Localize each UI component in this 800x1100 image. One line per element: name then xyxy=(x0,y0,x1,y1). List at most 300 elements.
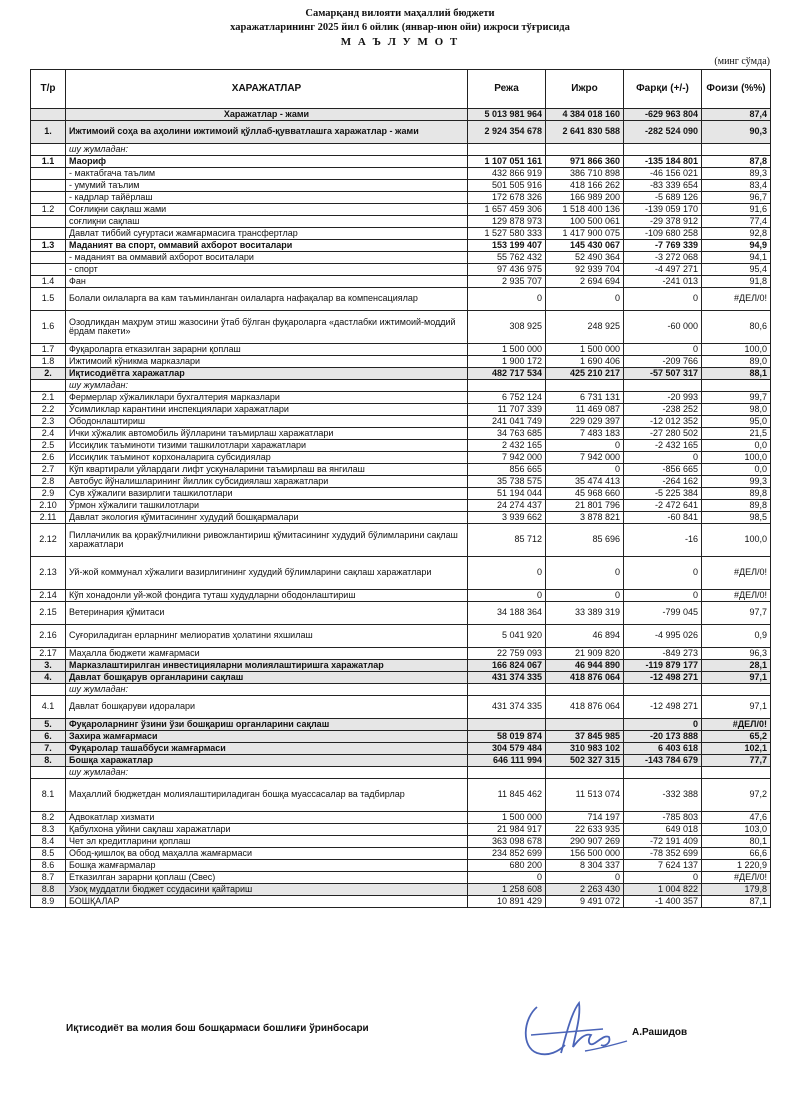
row-number-cell: 8. xyxy=(31,755,66,767)
row-number-cell: 2.9 xyxy=(31,488,66,500)
row-percent-cell: 96,3 xyxy=(702,648,771,660)
row-expense-name-cell: шу жумладан: xyxy=(66,767,468,779)
row-number-cell: 8.7 xyxy=(31,872,66,884)
table-row xyxy=(31,836,771,848)
row-actual-cell: 35 474 413 xyxy=(546,476,624,488)
row-actual-cell: 1 500 000 xyxy=(546,344,624,356)
row-percent-cell: 80,6 xyxy=(702,311,771,344)
row-difference-cell: -119 879 177 xyxy=(624,660,702,672)
row-actual-cell: 21 801 796 xyxy=(546,500,624,512)
footer-position-title: Иқтисодиёт ва молия бош бошқармаси бошлиғи ўринбосари xyxy=(66,1023,369,1034)
row-number-cell xyxy=(31,109,66,121)
row-plan-cell: 3 939 662 xyxy=(468,512,546,524)
row-expense-name-cell: - кадрлар тайёрлаш xyxy=(66,192,468,204)
row-expense-name-cell: Кўп хонадонли уй-жой фондига туташ худудларни ободонлаштириш xyxy=(66,590,468,602)
table-row xyxy=(31,144,771,156)
row-actual-cell: 971 866 360 xyxy=(546,156,624,168)
row-difference-cell xyxy=(624,767,702,779)
row-percent-cell: 95,4 xyxy=(702,264,771,276)
table-row xyxy=(31,512,771,524)
row-actual-cell: 45 968 660 xyxy=(546,488,624,500)
row-difference-cell: -78 352 699 xyxy=(624,848,702,860)
row-percent-cell: 94,1 xyxy=(702,252,771,264)
row-actual-cell: 156 500 000 xyxy=(546,848,624,860)
row-expense-name-cell: Етказилган зарарни қоплаш (Свес) xyxy=(66,872,468,884)
table-row xyxy=(31,476,771,488)
row-plan-cell: 1 527 580 333 xyxy=(468,228,546,240)
row-expense-name-cell: Иссиқлик таъминоти тизими ташкилотлари харажатлари xyxy=(66,440,468,452)
table-row xyxy=(31,276,771,288)
row-number-cell: 4. xyxy=(31,672,66,684)
row-expense-name-cell: Обод-қишлоқ ва обод маҳалла жамғармаси xyxy=(66,848,468,860)
row-difference-cell xyxy=(624,380,702,392)
row-actual-cell: 7 942 000 xyxy=(546,452,624,464)
table-row xyxy=(31,660,771,672)
row-expense-name-cell: БОШҚАЛАР xyxy=(66,896,468,908)
row-plan-cell: 1 500 000 xyxy=(468,812,546,824)
row-actual-cell: 290 907 269 xyxy=(546,836,624,848)
row-plan-cell: 24 274 437 xyxy=(468,500,546,512)
row-number-cell: 2.4 xyxy=(31,428,66,440)
column-header-plan: Режа xyxy=(468,70,546,109)
row-difference-cell: -238 252 xyxy=(624,404,702,416)
row-difference-cell xyxy=(624,144,702,156)
row-percent-cell: 87,1 xyxy=(702,896,771,908)
table-row xyxy=(31,440,771,452)
row-difference-cell: -12 012 352 xyxy=(624,416,702,428)
row-difference-cell: -46 156 021 xyxy=(624,168,702,180)
row-percent-cell: 97,2 xyxy=(702,779,771,812)
row-plan-cell: 129 878 973 xyxy=(468,216,546,228)
row-actual-cell: 1 417 900 075 xyxy=(546,228,624,240)
row-difference-cell: -5 689 126 xyxy=(624,192,702,204)
row-actual-cell: 85 696 xyxy=(546,524,624,557)
row-difference-cell: -264 162 xyxy=(624,476,702,488)
row-actual-cell: 100 500 061 xyxy=(546,216,624,228)
row-expense-name-cell: шу жумладан: xyxy=(66,380,468,392)
row-plan-cell: 55 762 432 xyxy=(468,252,546,264)
row-difference-cell: -241 013 xyxy=(624,276,702,288)
row-expense-name-cell: Давлат бошқаруви идоралари xyxy=(66,696,468,719)
table-row xyxy=(31,368,771,380)
row-difference-cell: -282 524 090 xyxy=(624,121,702,144)
row-plan-cell: 482 717 534 xyxy=(468,368,546,380)
row-plan-cell: 5 041 920 xyxy=(468,625,546,648)
row-percent-cell: 102,1 xyxy=(702,743,771,755)
row-number-cell: 1.5 xyxy=(31,288,66,311)
row-expense-name-cell: шу жумладан: xyxy=(66,684,468,696)
table-row xyxy=(31,848,771,860)
row-percent-cell: 0,0 xyxy=(702,464,771,476)
row-difference-cell: -27 280 502 xyxy=(624,428,702,440)
row-plan-cell: 1 107 051 161 xyxy=(468,156,546,168)
row-plan-cell: 0 xyxy=(468,590,546,602)
row-number-cell: 3. xyxy=(31,660,66,672)
row-number-cell: 7. xyxy=(31,743,66,755)
row-difference-cell: -1 400 357 xyxy=(624,896,702,908)
row-actual-cell: 2 694 694 xyxy=(546,276,624,288)
row-percent-cell: 21,5 xyxy=(702,428,771,440)
row-actual-cell: 11 513 074 xyxy=(546,779,624,812)
row-number-cell: 1.6 xyxy=(31,311,66,344)
table-row xyxy=(31,192,771,204)
footer-signer-name: А.Рашидов xyxy=(632,1027,688,1038)
table-row xyxy=(31,392,771,404)
table-row xyxy=(31,428,771,440)
row-percent-cell: 100,0 xyxy=(702,452,771,464)
row-expense-name-cell: Маҳалла бюджети жамғармаси xyxy=(66,648,468,660)
row-actual-cell: 310 983 102 xyxy=(546,743,624,755)
row-plan-cell: 35 738 575 xyxy=(468,476,546,488)
row-difference-cell: 0 xyxy=(624,557,702,590)
row-plan-cell: 1 657 459 306 xyxy=(468,204,546,216)
table-row xyxy=(31,156,771,168)
row-plan-cell: 241 041 749 xyxy=(468,416,546,428)
table-row xyxy=(31,731,771,743)
row-number-cell xyxy=(31,192,66,204)
column-header-number: Т/р xyxy=(31,70,66,109)
row-actual-cell xyxy=(546,767,624,779)
row-percent-cell xyxy=(702,767,771,779)
row-difference-cell: -12 498 271 xyxy=(624,672,702,684)
row-number-cell: 2.6 xyxy=(31,452,66,464)
row-plan-cell: 11 707 339 xyxy=(468,404,546,416)
table-row xyxy=(31,743,771,755)
row-percent-cell: 89,3 xyxy=(702,168,771,180)
row-difference-cell xyxy=(624,684,702,696)
row-plan-cell: 0 xyxy=(468,872,546,884)
row-plan-cell: 308 925 xyxy=(468,311,546,344)
row-actual-cell: 1 518 400 136 xyxy=(546,204,624,216)
row-percent-cell: 87,4 xyxy=(702,109,771,121)
row-plan-cell: 97 436 975 xyxy=(468,264,546,276)
row-plan-cell: 2 935 707 xyxy=(468,276,546,288)
row-plan-cell: 680 200 xyxy=(468,860,546,872)
signature-image xyxy=(515,995,635,1065)
row-difference-cell: 6 403 618 xyxy=(624,743,702,755)
row-percent-cell xyxy=(702,684,771,696)
row-actual-cell: 92 939 704 xyxy=(546,264,624,276)
row-percent-cell: 98,5 xyxy=(702,512,771,524)
table-row xyxy=(31,452,771,464)
row-actual-cell: 2 641 830 588 xyxy=(546,121,624,144)
row-actual-cell: 22 633 935 xyxy=(546,824,624,836)
row-number-cell: 2.17 xyxy=(31,648,66,660)
row-expense-name-cell: Фуқаролар ташаббуси жамғармаси xyxy=(66,743,468,755)
row-actual-cell: 0 xyxy=(546,440,624,452)
row-actual-cell: 425 210 217 xyxy=(546,368,624,380)
table-row xyxy=(31,524,771,557)
row-percent-cell: #ДЕЛ/0! xyxy=(702,590,771,602)
row-number-cell xyxy=(31,380,66,392)
row-difference-cell: -2 472 641 xyxy=(624,500,702,512)
row-plan-cell: 7 942 000 xyxy=(468,452,546,464)
row-expense-name-cell: Давлат тиббий суғуртаси жамғармасига трансфертлар xyxy=(66,228,468,240)
table-row xyxy=(31,356,771,368)
row-plan-cell: 34 763 685 xyxy=(468,428,546,440)
row-expense-name-cell: Болали оилаларга ва кам таъминланган оилаларга нафақалар ва компенсациялар xyxy=(66,288,468,311)
table-row xyxy=(31,812,771,824)
row-plan-cell xyxy=(468,719,546,731)
row-expense-name-cell: соғлиқни сақлаш xyxy=(66,216,468,228)
column-header-percent: Фоизи (%%) xyxy=(702,70,771,109)
table-row xyxy=(31,602,771,625)
row-percent-cell: 100,0 xyxy=(702,344,771,356)
row-actual-cell: 46 894 xyxy=(546,625,624,648)
row-number-cell xyxy=(31,767,66,779)
row-plan-cell: 304 579 484 xyxy=(468,743,546,755)
row-difference-cell: -72 191 409 xyxy=(624,836,702,848)
row-plan-cell xyxy=(468,767,546,779)
row-plan-cell: 1 258 608 xyxy=(468,884,546,896)
document-title-line2: харажатларининг 2025 йил 6 ойлик (январ-июн ойи) ижроси тўғрисида xyxy=(230,22,570,33)
row-number-cell: 2. xyxy=(31,368,66,380)
row-number-cell: 2.13 xyxy=(31,557,66,590)
row-number-cell: 8.4 xyxy=(31,836,66,848)
row-expense-name-cell: Маориф xyxy=(66,156,468,168)
row-number-cell xyxy=(31,264,66,276)
row-expense-name-cell: Адвокатлар хизмати xyxy=(66,812,468,824)
row-actual-cell xyxy=(546,684,624,696)
row-expense-name-cell: Захира жамғармаси xyxy=(66,731,468,743)
row-expense-name-cell: Маданият ва спорт, оммавий ахборот воситалари xyxy=(66,240,468,252)
row-plan-cell xyxy=(468,144,546,156)
row-number-cell: 2.8 xyxy=(31,476,66,488)
row-number-cell: 5. xyxy=(31,719,66,731)
row-difference-cell: -3 272 068 xyxy=(624,252,702,264)
row-number-cell xyxy=(31,252,66,264)
row-number-cell: 8.5 xyxy=(31,848,66,860)
row-difference-cell: -5 225 384 xyxy=(624,488,702,500)
row-number-cell: 1.7 xyxy=(31,344,66,356)
row-percent-cell: 97,1 xyxy=(702,696,771,719)
row-plan-cell: 0 xyxy=(468,557,546,590)
row-difference-cell: 7 624 137 xyxy=(624,860,702,872)
row-difference-cell: 0 xyxy=(624,719,702,731)
row-number-cell: 2.11 xyxy=(31,512,66,524)
row-expense-name-cell: Ўсимликлар карантини инспекциялари харажатлари xyxy=(66,404,468,416)
row-number-cell xyxy=(31,216,66,228)
row-number-cell: 6. xyxy=(31,731,66,743)
row-number-cell: 4.1 xyxy=(31,696,66,719)
row-expense-name-cell: Узоқ муддатли бюджет ссудасини қайтариш xyxy=(66,884,468,896)
row-percent-cell: 97,1 xyxy=(702,672,771,684)
row-actual-cell: 21 909 820 xyxy=(546,648,624,660)
table-row xyxy=(31,719,771,731)
row-plan-cell: 646 111 994 xyxy=(468,755,546,767)
table-row xyxy=(31,672,771,684)
row-number-cell: 2.2 xyxy=(31,404,66,416)
row-plan-cell: 363 098 678 xyxy=(468,836,546,848)
row-actual-cell: 2 263 430 xyxy=(546,884,624,896)
row-plan-cell: 11 845 462 xyxy=(468,779,546,812)
row-plan-cell: 2 924 354 678 xyxy=(468,121,546,144)
table-row xyxy=(31,216,771,228)
row-expense-name-cell: - спорт xyxy=(66,264,468,276)
row-actual-cell: 386 710 898 xyxy=(546,168,624,180)
row-expense-name-cell: Бошқа жамғармалар xyxy=(66,860,468,872)
row-number-cell: 8.1 xyxy=(31,779,66,812)
row-percent-cell: 90,3 xyxy=(702,121,771,144)
row-percent-cell: 28,1 xyxy=(702,660,771,672)
table-row xyxy=(31,824,771,836)
table-row xyxy=(31,404,771,416)
expenses-table xyxy=(30,69,771,908)
row-number-cell xyxy=(31,180,66,192)
row-actual-cell: 46 944 890 xyxy=(546,660,624,672)
table-row xyxy=(31,696,771,719)
row-number-cell: 1.2 xyxy=(31,204,66,216)
row-number-cell: 2.15 xyxy=(31,602,66,625)
row-actual-cell: 248 925 xyxy=(546,311,624,344)
row-actual-cell: 0 xyxy=(546,590,624,602)
row-plan-cell: 432 866 919 xyxy=(468,168,546,180)
document-title-main: М А Ъ Л У М О Т xyxy=(340,36,460,48)
row-percent-cell: 87,8 xyxy=(702,156,771,168)
row-plan-cell: 5 013 981 964 xyxy=(468,109,546,121)
row-difference-cell: -20 993 xyxy=(624,392,702,404)
row-percent-cell: 0,0 xyxy=(702,440,771,452)
table-row xyxy=(31,557,771,590)
row-percent-cell: 77,7 xyxy=(702,755,771,767)
row-actual-cell: 9 491 072 xyxy=(546,896,624,908)
row-plan-cell: 58 019 874 xyxy=(468,731,546,743)
row-difference-cell: -4 995 026 xyxy=(624,625,702,648)
table-header-row xyxy=(31,70,771,109)
row-percent-cell: 77,4 xyxy=(702,216,771,228)
row-difference-cell: -57 507 317 xyxy=(624,368,702,380)
row-expense-name-cell: - мактабгача таълим xyxy=(66,168,468,180)
row-percent-cell: 100,0 xyxy=(702,524,771,557)
row-difference-cell: -209 766 xyxy=(624,356,702,368)
row-expense-name-cell: - умумий таълим xyxy=(66,180,468,192)
row-actual-cell: 145 430 067 xyxy=(546,240,624,252)
row-actual-cell: 166 989 200 xyxy=(546,192,624,204)
row-plan-cell: 166 824 067 xyxy=(468,660,546,672)
table-row xyxy=(31,228,771,240)
table-row xyxy=(31,590,771,602)
row-percent-cell: 99,3 xyxy=(702,476,771,488)
table-row xyxy=(31,240,771,252)
row-percent-cell: 65,2 xyxy=(702,731,771,743)
row-plan-cell xyxy=(468,380,546,392)
row-difference-cell: -29 378 912 xyxy=(624,216,702,228)
row-expense-name-cell: Иссиқлик таъминот корхоналарига субсидиялар xyxy=(66,452,468,464)
row-plan-cell: 431 374 335 xyxy=(468,672,546,684)
table-row xyxy=(31,109,771,121)
row-number-cell: 1.3 xyxy=(31,240,66,252)
row-difference-cell: -785 803 xyxy=(624,812,702,824)
row-plan-cell: 22 759 093 xyxy=(468,648,546,660)
row-actual-cell xyxy=(546,719,624,731)
table-row xyxy=(31,648,771,660)
row-expense-name-cell: Ветеринария қўмитаси xyxy=(66,602,468,625)
row-percent-cell: 98,0 xyxy=(702,404,771,416)
row-percent-cell: 95,0 xyxy=(702,416,771,428)
row-difference-cell: -83 339 654 xyxy=(624,180,702,192)
row-plan-cell: 856 665 xyxy=(468,464,546,476)
row-plan-cell: 34 188 364 xyxy=(468,602,546,625)
row-percent-cell: 91,8 xyxy=(702,276,771,288)
row-percent-cell: 94,9 xyxy=(702,240,771,252)
table-row xyxy=(31,500,771,512)
row-actual-cell xyxy=(546,380,624,392)
row-percent-cell: 91,6 xyxy=(702,204,771,216)
row-expense-name-cell: - маданият ва оммавий ахборот воситалари xyxy=(66,252,468,264)
row-difference-cell: 649 018 xyxy=(624,824,702,836)
row-actual-cell: 4 384 018 160 xyxy=(546,109,624,121)
row-number-cell: 2.14 xyxy=(31,590,66,602)
table-row xyxy=(31,380,771,392)
row-difference-cell: 0 xyxy=(624,344,702,356)
row-difference-cell: 1 004 822 xyxy=(624,884,702,896)
table-row xyxy=(31,767,771,779)
row-percent-cell: 47,6 xyxy=(702,812,771,824)
row-expense-name-cell: шу жумладан: xyxy=(66,144,468,156)
row-expense-name-cell: Қабулхона уйини сақлаш харажатлари xyxy=(66,824,468,836)
row-difference-cell: 0 xyxy=(624,590,702,602)
row-difference-cell: -799 045 xyxy=(624,602,702,625)
row-plan-cell: 21 984 917 xyxy=(468,824,546,836)
row-percent-cell: 66,6 xyxy=(702,848,771,860)
column-header-difference: Фарқи (+/-) xyxy=(624,70,702,109)
row-actual-cell: 3 878 821 xyxy=(546,512,624,524)
row-difference-cell: -16 xyxy=(624,524,702,557)
row-actual-cell: 418 876 064 xyxy=(546,696,624,719)
table-row xyxy=(31,288,771,311)
row-actual-cell: 1 690 406 xyxy=(546,356,624,368)
table-row xyxy=(31,204,771,216)
row-expense-name-cell: Ўрмон хўжалиги ташкилотлари xyxy=(66,500,468,512)
table-row xyxy=(31,121,771,144)
row-number-cell: 1.8 xyxy=(31,356,66,368)
row-number-cell: 1.1 xyxy=(31,156,66,168)
row-expense-name-cell: Давлат бошқарув органларини сақлаш xyxy=(66,672,468,684)
row-expense-name-cell: Фуқароларнинг ўзини ўзи бошқариш органларини сақлаш xyxy=(66,719,468,731)
row-actual-cell: 418 876 064 xyxy=(546,672,624,684)
table-row xyxy=(31,684,771,696)
row-difference-cell: -332 388 xyxy=(624,779,702,812)
row-difference-cell: -2 432 165 xyxy=(624,440,702,452)
row-difference-cell: -856 665 xyxy=(624,464,702,476)
row-actual-cell: 229 029 397 xyxy=(546,416,624,428)
row-difference-cell: -20 173 888 xyxy=(624,731,702,743)
row-difference-cell: -4 497 271 xyxy=(624,264,702,276)
row-plan-cell: 51 194 044 xyxy=(468,488,546,500)
row-plan-cell: 0 xyxy=(468,288,546,311)
document-title-line1: Самарқанд вилояти маҳаллий бюджети xyxy=(305,8,495,19)
row-percent-cell xyxy=(702,144,771,156)
units-note: (минг сўмда) xyxy=(714,56,770,67)
row-number-cell xyxy=(31,228,66,240)
row-percent-cell: 88,1 xyxy=(702,368,771,380)
row-number-cell: 2.5 xyxy=(31,440,66,452)
row-plan-cell: 6 752 124 xyxy=(468,392,546,404)
row-percent-cell: 97,7 xyxy=(702,602,771,625)
table-row xyxy=(31,168,771,180)
row-actual-cell xyxy=(546,144,624,156)
table-row xyxy=(31,755,771,767)
row-expense-name-cell: Пиллачилик ва қоракўлчиликни ривожлантириш қўмитасининг худудий бўлимларини сақлаш харажатлари xyxy=(66,524,468,557)
row-number-cell: 2.12 xyxy=(31,524,66,557)
row-number-cell: 1.4 xyxy=(31,276,66,288)
row-plan-cell: 234 852 699 xyxy=(468,848,546,860)
row-percent-cell: 179,8 xyxy=(702,884,771,896)
row-difference-cell: -849 273 xyxy=(624,648,702,660)
row-percent-cell: 83,4 xyxy=(702,180,771,192)
row-percent-cell: 1 220,9 xyxy=(702,860,771,872)
row-expense-name-cell: Бошқа харажатлар xyxy=(66,755,468,767)
